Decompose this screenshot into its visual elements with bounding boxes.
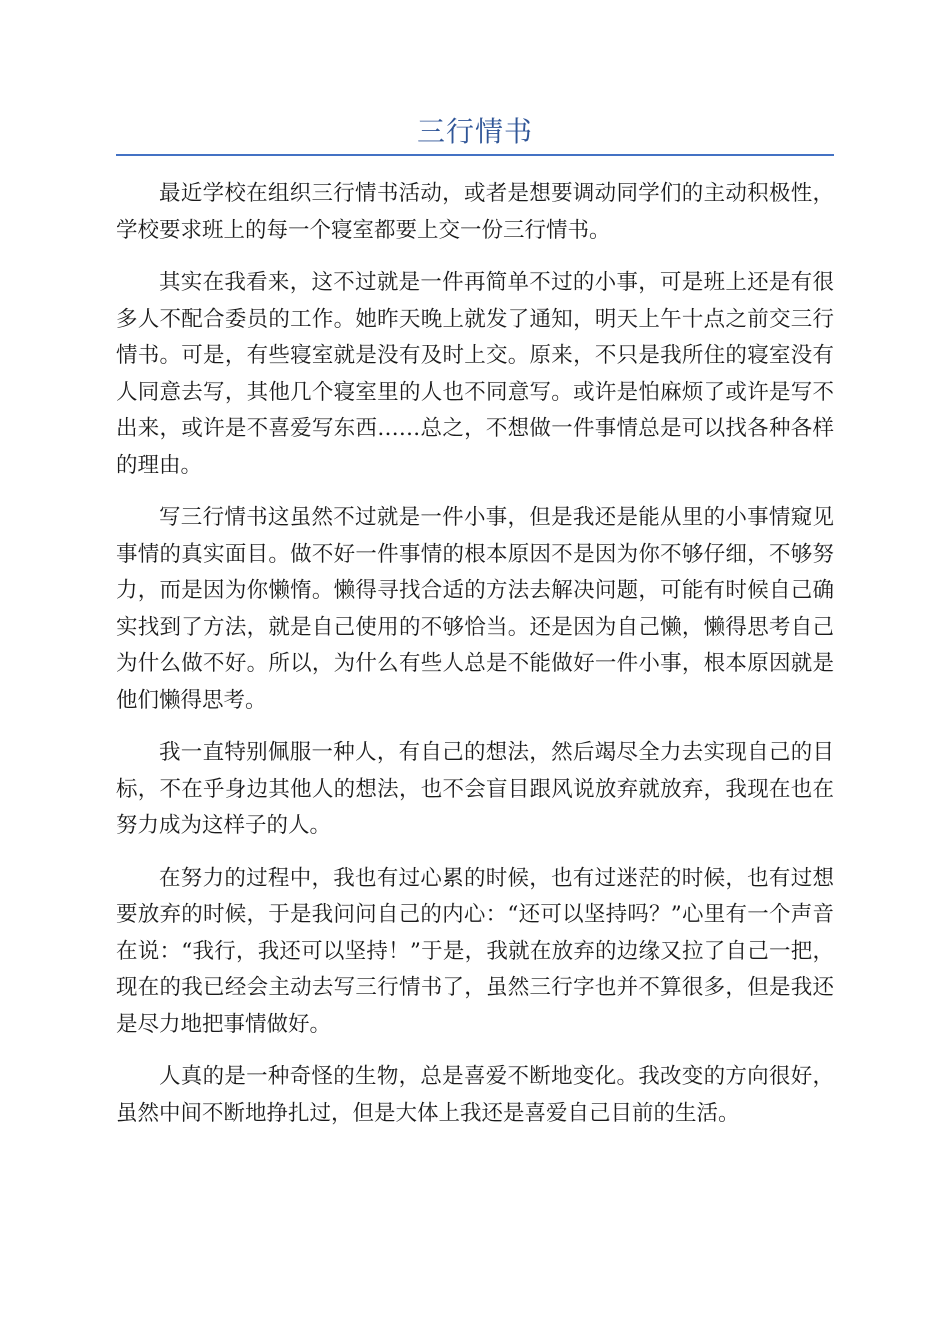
- paragraph-1: 最近学校在组织三行情书活动，或者是想要调动同学们的主动积极性，学校要求班上的每一个寝室都要上交一份三行情书。: [116, 181, 834, 243]
- paragraph-3: 写三行情书这虽然不过就是一件小事，但是我还是能从里的小事情窥见事情的真实面目。做不好一件事情的根本原因不是因为你不够仔细，不够努力，而是因为你懒惰。懒得寻找合适的方法去解决问题，可能有时候自己确实找到了方法，就是自己使用的不够恰当。还是因为自己懒，懒得思考自己为什么做不好。所以，为什么有些人总是不能做好一件小事，根本原因就是他们懒得思考。: [116, 505, 834, 713]
- paragraph-6: 人真的是一种奇怪的生物，总是喜爱不断地变化。我改变的方向很好，虽然中间不断地挣扎过，但是大体上我还是喜爱自己目前的生活。: [116, 1064, 834, 1126]
- paragraph-2: 其实在我看来，这不过就是一件再简单不过的小事，可是班上还是有很多人不配合委员的工作。她昨天晚上就发了通知，明天上午十点之前交三行情书。可是，有些寝室就是没有及时上交。原来，不只是我所住的寝室没有人同意去写，其他几个寝室里的人也不同意写。或许是怕麻烦了或许是写不出来，或许是不喜爱写东西……总之，不想做一件事情总是可以找各种各样的理由。: [116, 270, 834, 478]
- document-body: [116, 176, 834, 1148]
- paragraph-5: 在努力的过程中，我也有过心累的时候，也有过迷茫的时候，也有过想要放弃的时候，于是我问问自己的内心：“还可以坚持吗？”心里有一个声音在说：“我行，我还可以坚持！”于是，我就在放弃的边缘又拉了自己一把，现在的我已经会主动去写三行情书了，虽然三行字也并不算很多，但是我还是尽力地把事情做好。: [116, 865, 834, 1037]
- paragraph-4: 我一直特别佩服一种人，有自己的想法，然后竭尽全力去实现自己的目标，不在乎身边其他人的想法，也不会盲目跟风说放弃就放弃，我现在也在努力成为这样子的人。: [116, 740, 834, 838]
- title-underline: [116, 154, 834, 156]
- document-title: 三行情书: [416, 115, 533, 148]
